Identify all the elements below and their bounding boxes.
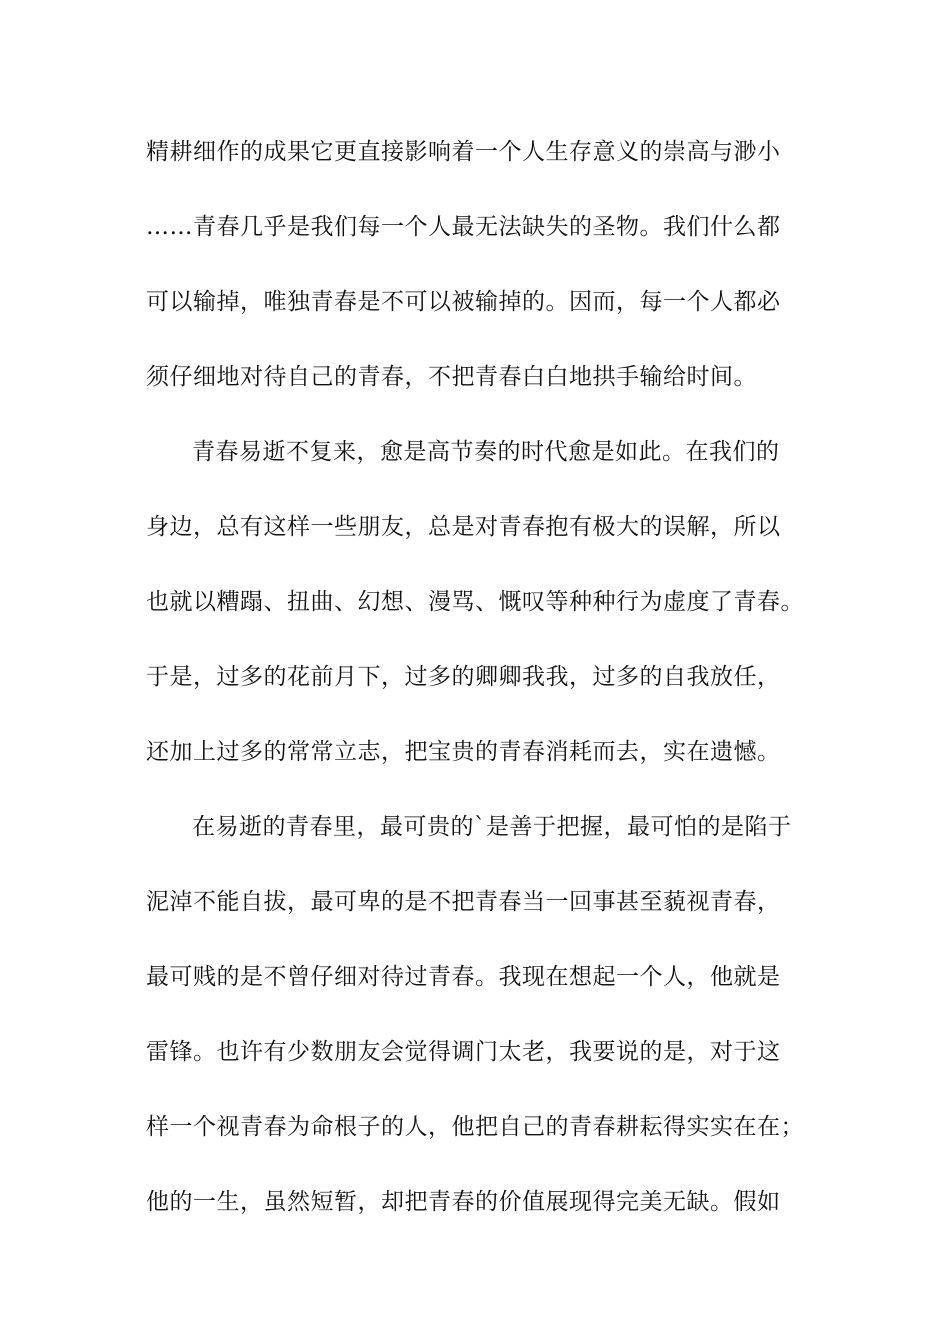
text-line: 最可贱的是不曾仔细对待过青春。我现在想起一个人，他就是: [146, 964, 781, 990]
paragraph-first-line: 在易逝的青春里，最可贵的`是善于把握，最可怕的是陷于: [192, 814, 792, 840]
text-line: 也就以糟蹋、扭曲、幻想、漫骂、慨叹等种种行为虚度了青春。: [146, 589, 804, 615]
text-line: 于是，过多的花前月下，过多的卿卿我我，过多的自我放任，: [146, 664, 781, 690]
text-line: 精耕细作的成果它更直接影响着一个人生存意义的崇高与渺小: [146, 139, 781, 165]
text-line: 泥淖不能自拔，最可卑的是不把青春当一回事甚至藐视青春，: [146, 889, 781, 915]
body-text: [146, 131, 826, 1256]
text-line: ……青春几乎是我们每一个人最无法缺失的圣物。我们什么都: [146, 214, 781, 240]
text-line: 样一个视青春为命根子的人，他把自己的青春耕耘得实实在在；: [146, 1114, 804, 1140]
text-line: 雷锋。也许有少数朋友会觉得调门太老，我要说的是，对于这: [146, 1039, 781, 1065]
text-line: 还加上过多的常常立志，把宝贵的青春消耗而去，实在遗憾。: [146, 739, 781, 765]
paragraph-first-line: 青春易逝不复来，愈是高节奏的时代愈是如此。在我们的: [192, 439, 780, 465]
text-line: 身边，总有这样一些朋友，总是对青春抱有极大的误解，所以: [146, 514, 781, 540]
text-line: 可以输掉，唯独青春是不可以被输掉的。因而，每一个人都必: [146, 289, 781, 315]
text-line: 他的一生，虽然短暂，却把青春的价值展现得完美无缺。假如: [146, 1189, 781, 1215]
text-line: 须仔细地对待自己的青春，不把青春白白地拱手输给时间。: [146, 364, 757, 390]
